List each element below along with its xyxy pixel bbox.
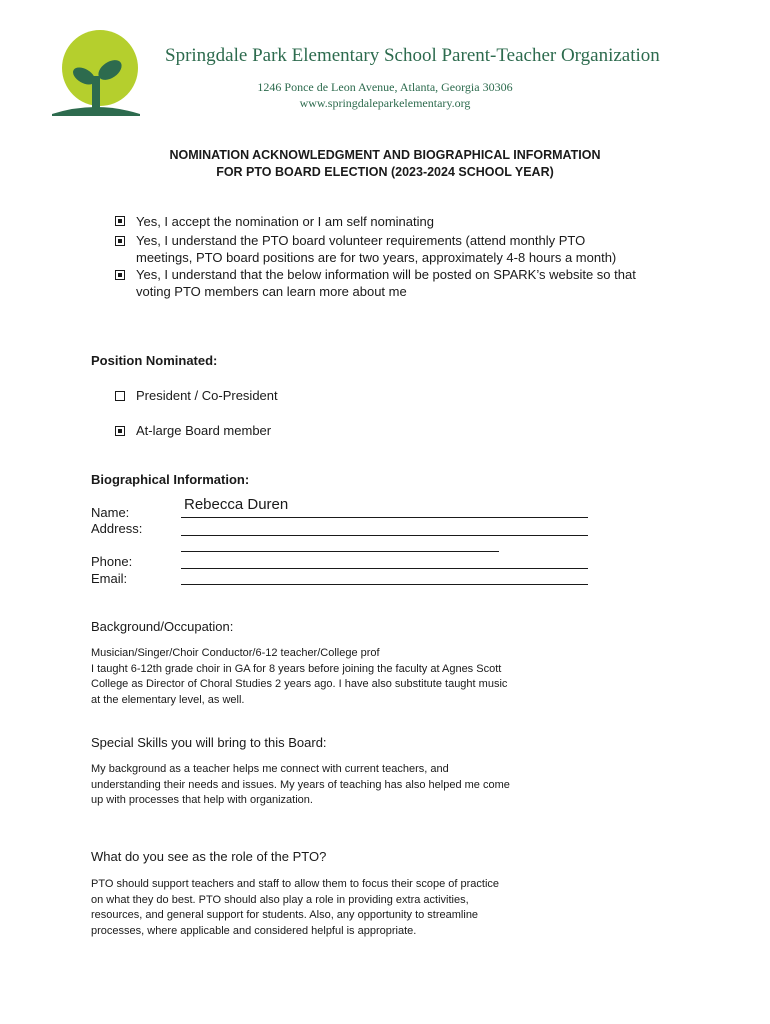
position-heading: Position Nominated: [91,353,218,368]
bio-heading: Biographical Information: [91,472,250,487]
name-value[interactable]: Rebecca Duren [184,496,289,513]
ack-requirements-checkbox[interactable] [115,236,125,246]
ack-requirements-text: Yes, I understand the PTO board volunteer requirements (attend monthly PTO meetings, PTO board positions are for two years, approximately 4-8 hours a month) [136,233,617,265]
at-large-checkbox[interactable] [115,426,125,436]
form-title-line2: FOR PTO BOARD ELECTION (2023-2024 SCHOOL YEAR) [216,165,554,179]
at-large-label: At-large Board member [136,423,272,438]
address-field-line-2[interactable] [181,551,499,552]
role-question: What do you see as the role of the PTO? [91,849,327,864]
background-question: Background/Occupation: [91,619,234,634]
president-label: President / Co-President [136,388,278,403]
org-name: Springdale Park Elementary School Parent-Teacher Organization [165,45,660,66]
name-field-line [181,517,588,518]
role-answer: PTO should support teachers and staff to allow them to focus their scope of practice on what they do best. PTO should also play a role in providing extra activities, resources, and general support for students. Also, any opportunity to streamline processes, where applicable and considered helpful is appropriate. [91,878,500,937]
ack-accept-text: Yes, I accept the nomination or I am self nominating [136,214,434,229]
email-field-line[interactable] [181,584,588,585]
ack-posting-text: Yes, I understand that the below information will be posted on SPARK’s website so that voting PTO members can learn more about me [136,267,636,299]
org-website[interactable]: www.springdaleparkelementary.org [299,96,471,110]
ack-posting-checkbox[interactable] [115,270,125,280]
org-address: 1246 Ponce de Leon Avenue, Atlanta, Georgia 30306 [257,80,513,94]
president-checkbox[interactable] [115,391,125,401]
phone-label: Phone: [91,554,133,569]
name-label: Name: [91,505,130,520]
skills-question: Special Skills you will bring to this Board: [91,735,327,750]
background-answer: Musician/Singer/Choir Conductor/6-12 teacher/College prof I taught 6-12th grade choir in GA for 8 years before joining the faculty at Agnes Scott College as Director of Choral Studies 2 years ago. I have also substitute taught music at the elementary level, as well. [91,647,508,706]
email-label: Email: [91,571,128,586]
skills-answer: My background as a teacher helps me connect with current teachers, and understanding their needs and issues. My years of teaching has also helped me come up with processes that help with organization. [91,763,510,806]
phone-field-line[interactable] [181,568,588,569]
form-title-line1: NOMINATION ACKNOWLEDGMENT AND BIOGRAPHICAL INFORMATION [169,148,601,162]
address-label: Address: [91,521,143,536]
address-field-line-1[interactable] [181,535,588,536]
ack-accept-checkbox[interactable] [115,216,125,226]
